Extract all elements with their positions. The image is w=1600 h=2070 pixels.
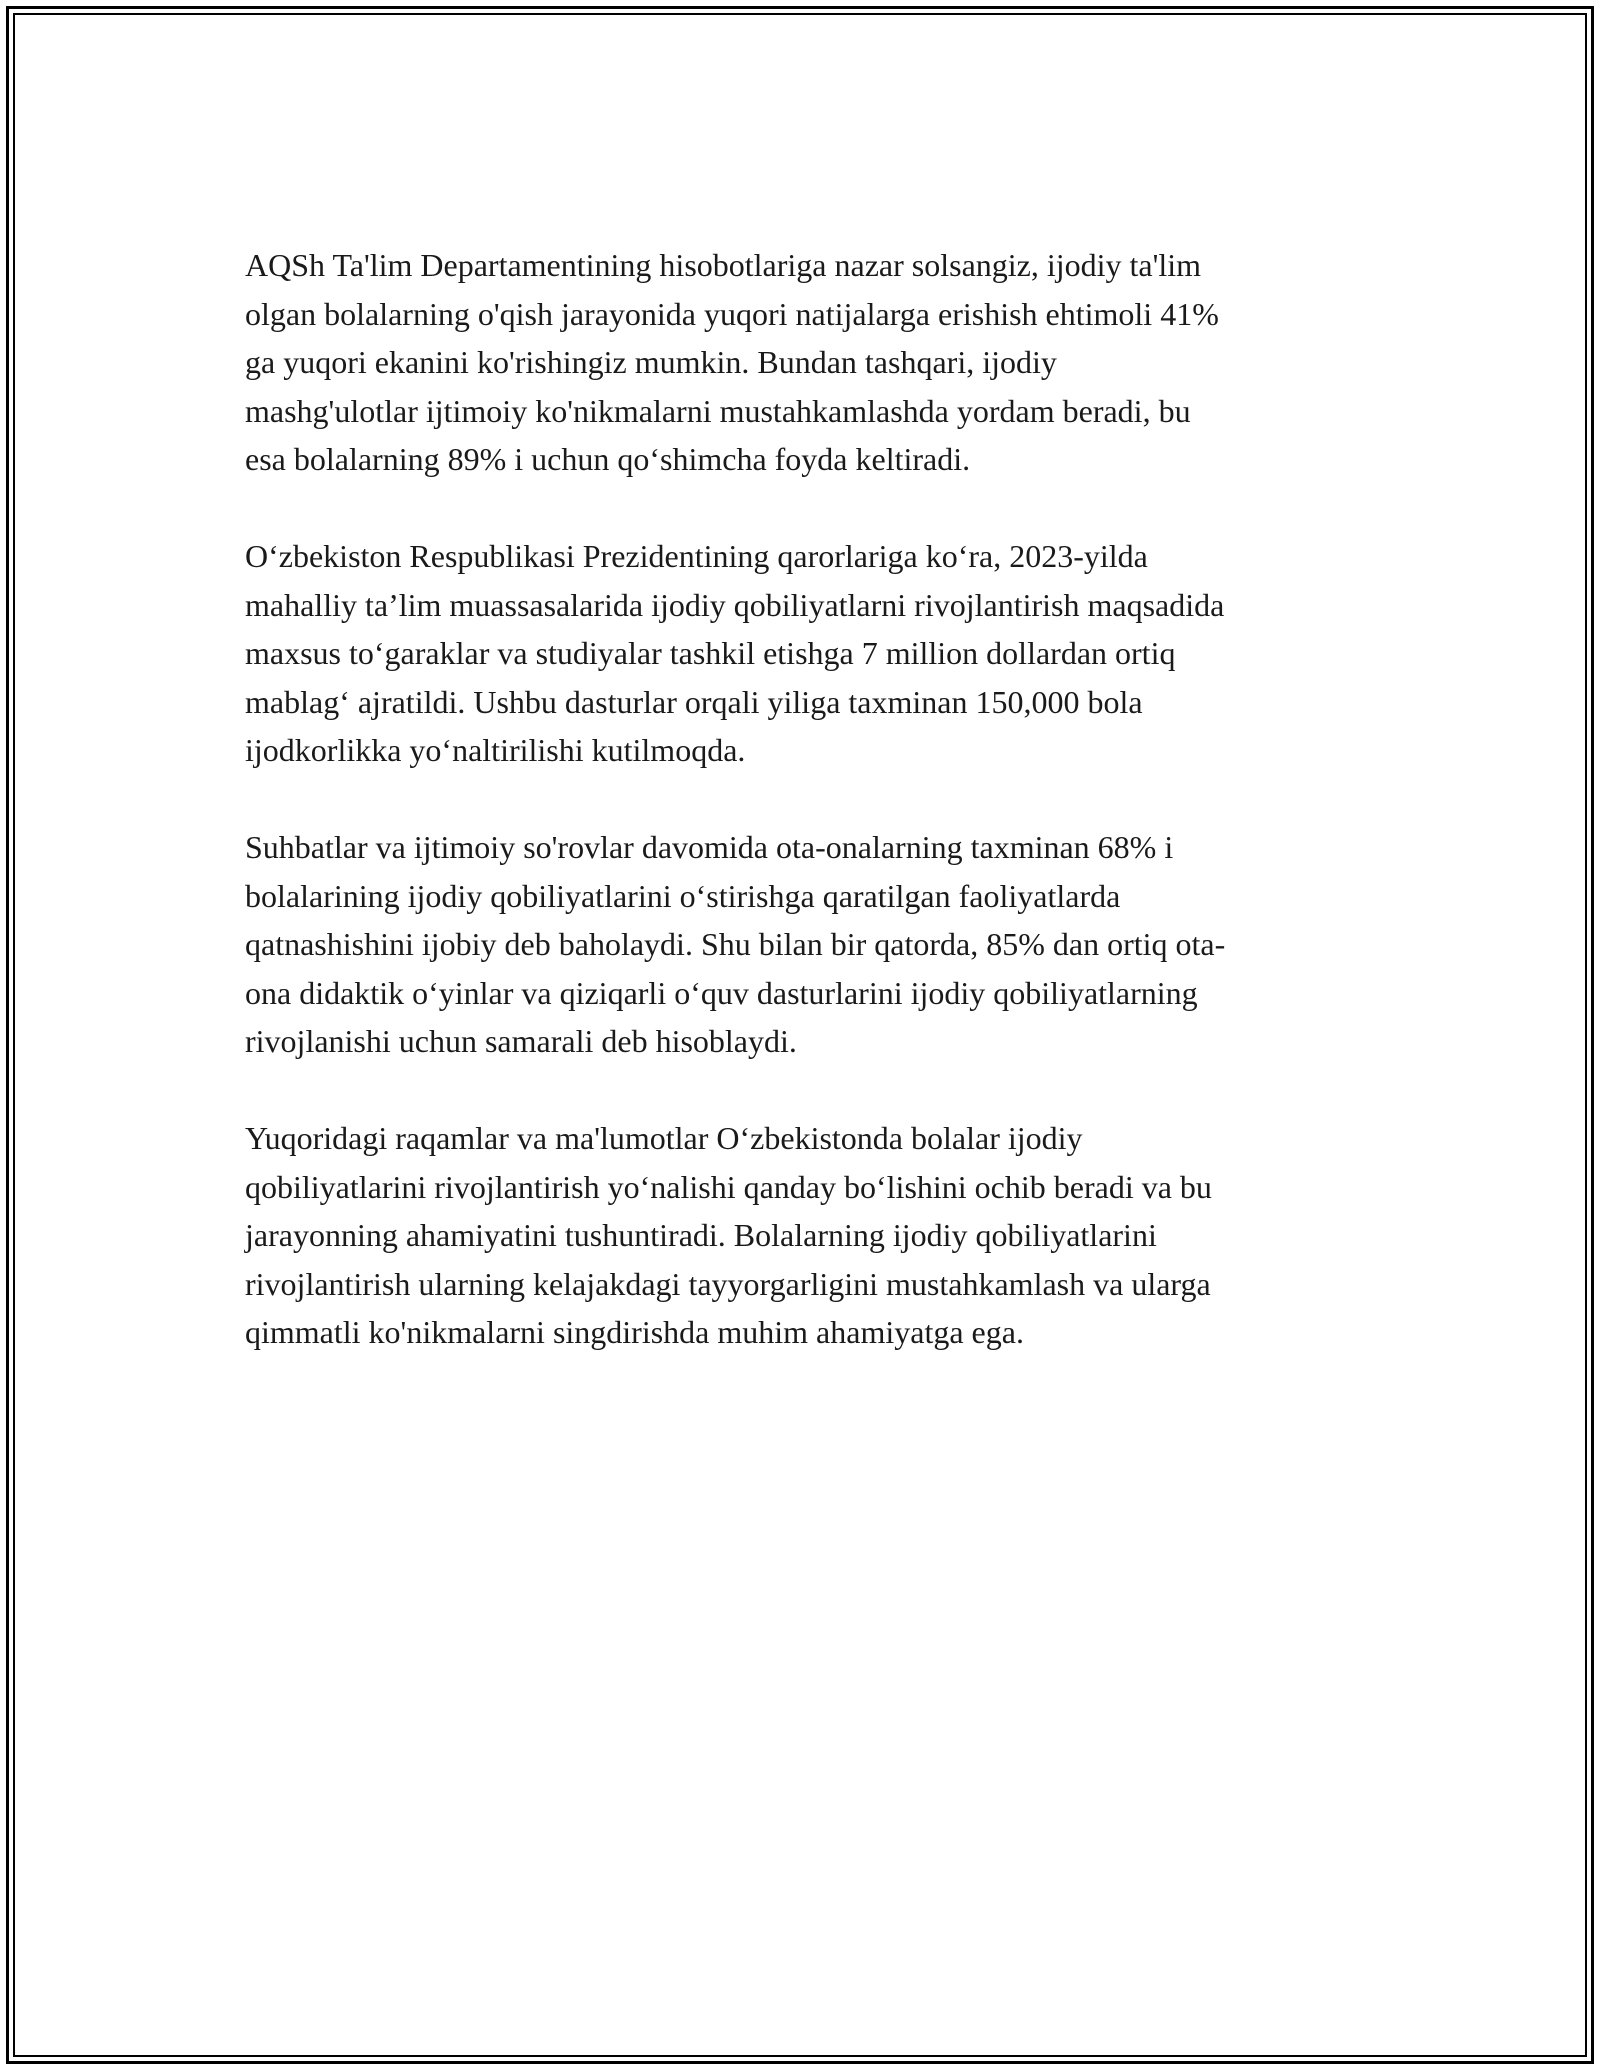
text-line: rivojlanishi uchun samarali deb hisoblaydi. bbox=[245, 1023, 797, 1059]
text-line: O‘zbekiston Respublikasi Prezidentining qarorlariga ko‘ra, 2023-yilda bbox=[245, 538, 1148, 574]
text-line: maxsus to‘garaklar va studiyalar tashkil etishga 7 million dollardan ortiq bbox=[245, 635, 1176, 671]
text-line: jarayonning ahamiyatini tushuntiradi. Bolalarning ijodiy qobiliyatlarini bbox=[245, 1217, 1157, 1253]
text-line: mablag‘ ajratildi. Ushbu dasturlar orqali yiliga taxminan 150,000 bola bbox=[245, 683, 1143, 720]
text-line: esa bolalarning 89% i uchun qo‘shimcha foyda keltiradi. bbox=[245, 441, 971, 477]
text-line: ga yuqori ekanini ko'rishingiz mumkin. Bundan tashqari, ijodiy bbox=[245, 344, 1057, 380]
text-line: mashg'ulotlar ijtimoiy ko'nikmalarni mustahkamlashda yordam beradi, bu bbox=[245, 392, 1191, 429]
paragraph-3 bbox=[245, 823, 1381, 1066]
text-line: bolalarining ijodiy qobiliyatlarini o‘stirishga qaratilgan faoliyatlarda bbox=[245, 877, 1121, 914]
text-line: ijodkorlikka yo‘naltirilishi kutilmoqda. bbox=[245, 732, 746, 768]
text-line: ona didaktik o‘yinlar va qiziqarli o‘quv dasturlarini ijodiy qobiliyatlarning bbox=[245, 974, 1198, 1011]
text-line: AQSh Ta'lim Departamentining hisobotlariga nazar solsangiz, ijodiy ta'lim bbox=[245, 247, 1202, 283]
document-body bbox=[245, 241, 1381, 1357]
text-line: olgan bolalarning o'qish jarayonida yuqori natijalarga erishish ehtimoli 41% bbox=[245, 295, 1219, 332]
paragraph-4 bbox=[245, 1114, 1381, 1357]
text-line: qatnashishini ijobiy deb baholaydi. Shu bilan bir qatorda, 85% dan ortiq ota- bbox=[245, 926, 1226, 962]
paragraph-2 bbox=[245, 532, 1381, 775]
text-line: qimmatli ko'nikmalarni singdirishda muhim ahamiyatga ega. bbox=[245, 1314, 1024, 1350]
text-line: mahalliy ta’lim muassasalarida ijodiy qobiliyatlarni rivojlantirish maqsadida bbox=[245, 586, 1225, 623]
paragraph-1 bbox=[245, 241, 1381, 484]
text-line: Yuqoridagi raqamlar va ma'lumotlar O‘zbekistonda bolalar ijodiy bbox=[245, 1120, 1083, 1156]
text-line: qobiliyatlarini rivojlantirish yo‘nalishi qanday bo‘lishini ochib beradi va bu bbox=[245, 1168, 1212, 1205]
text-line: Suhbatlar va ijtimoiy so'rovlar davomida ota-onalarning taxminan 68% i bbox=[245, 829, 1174, 865]
text-line: rivojlantirish ularning kelajakdagi tayyorgarligini mustahkamlash va ularga bbox=[245, 1265, 1211, 1302]
page-frame bbox=[6, 6, 1594, 2064]
